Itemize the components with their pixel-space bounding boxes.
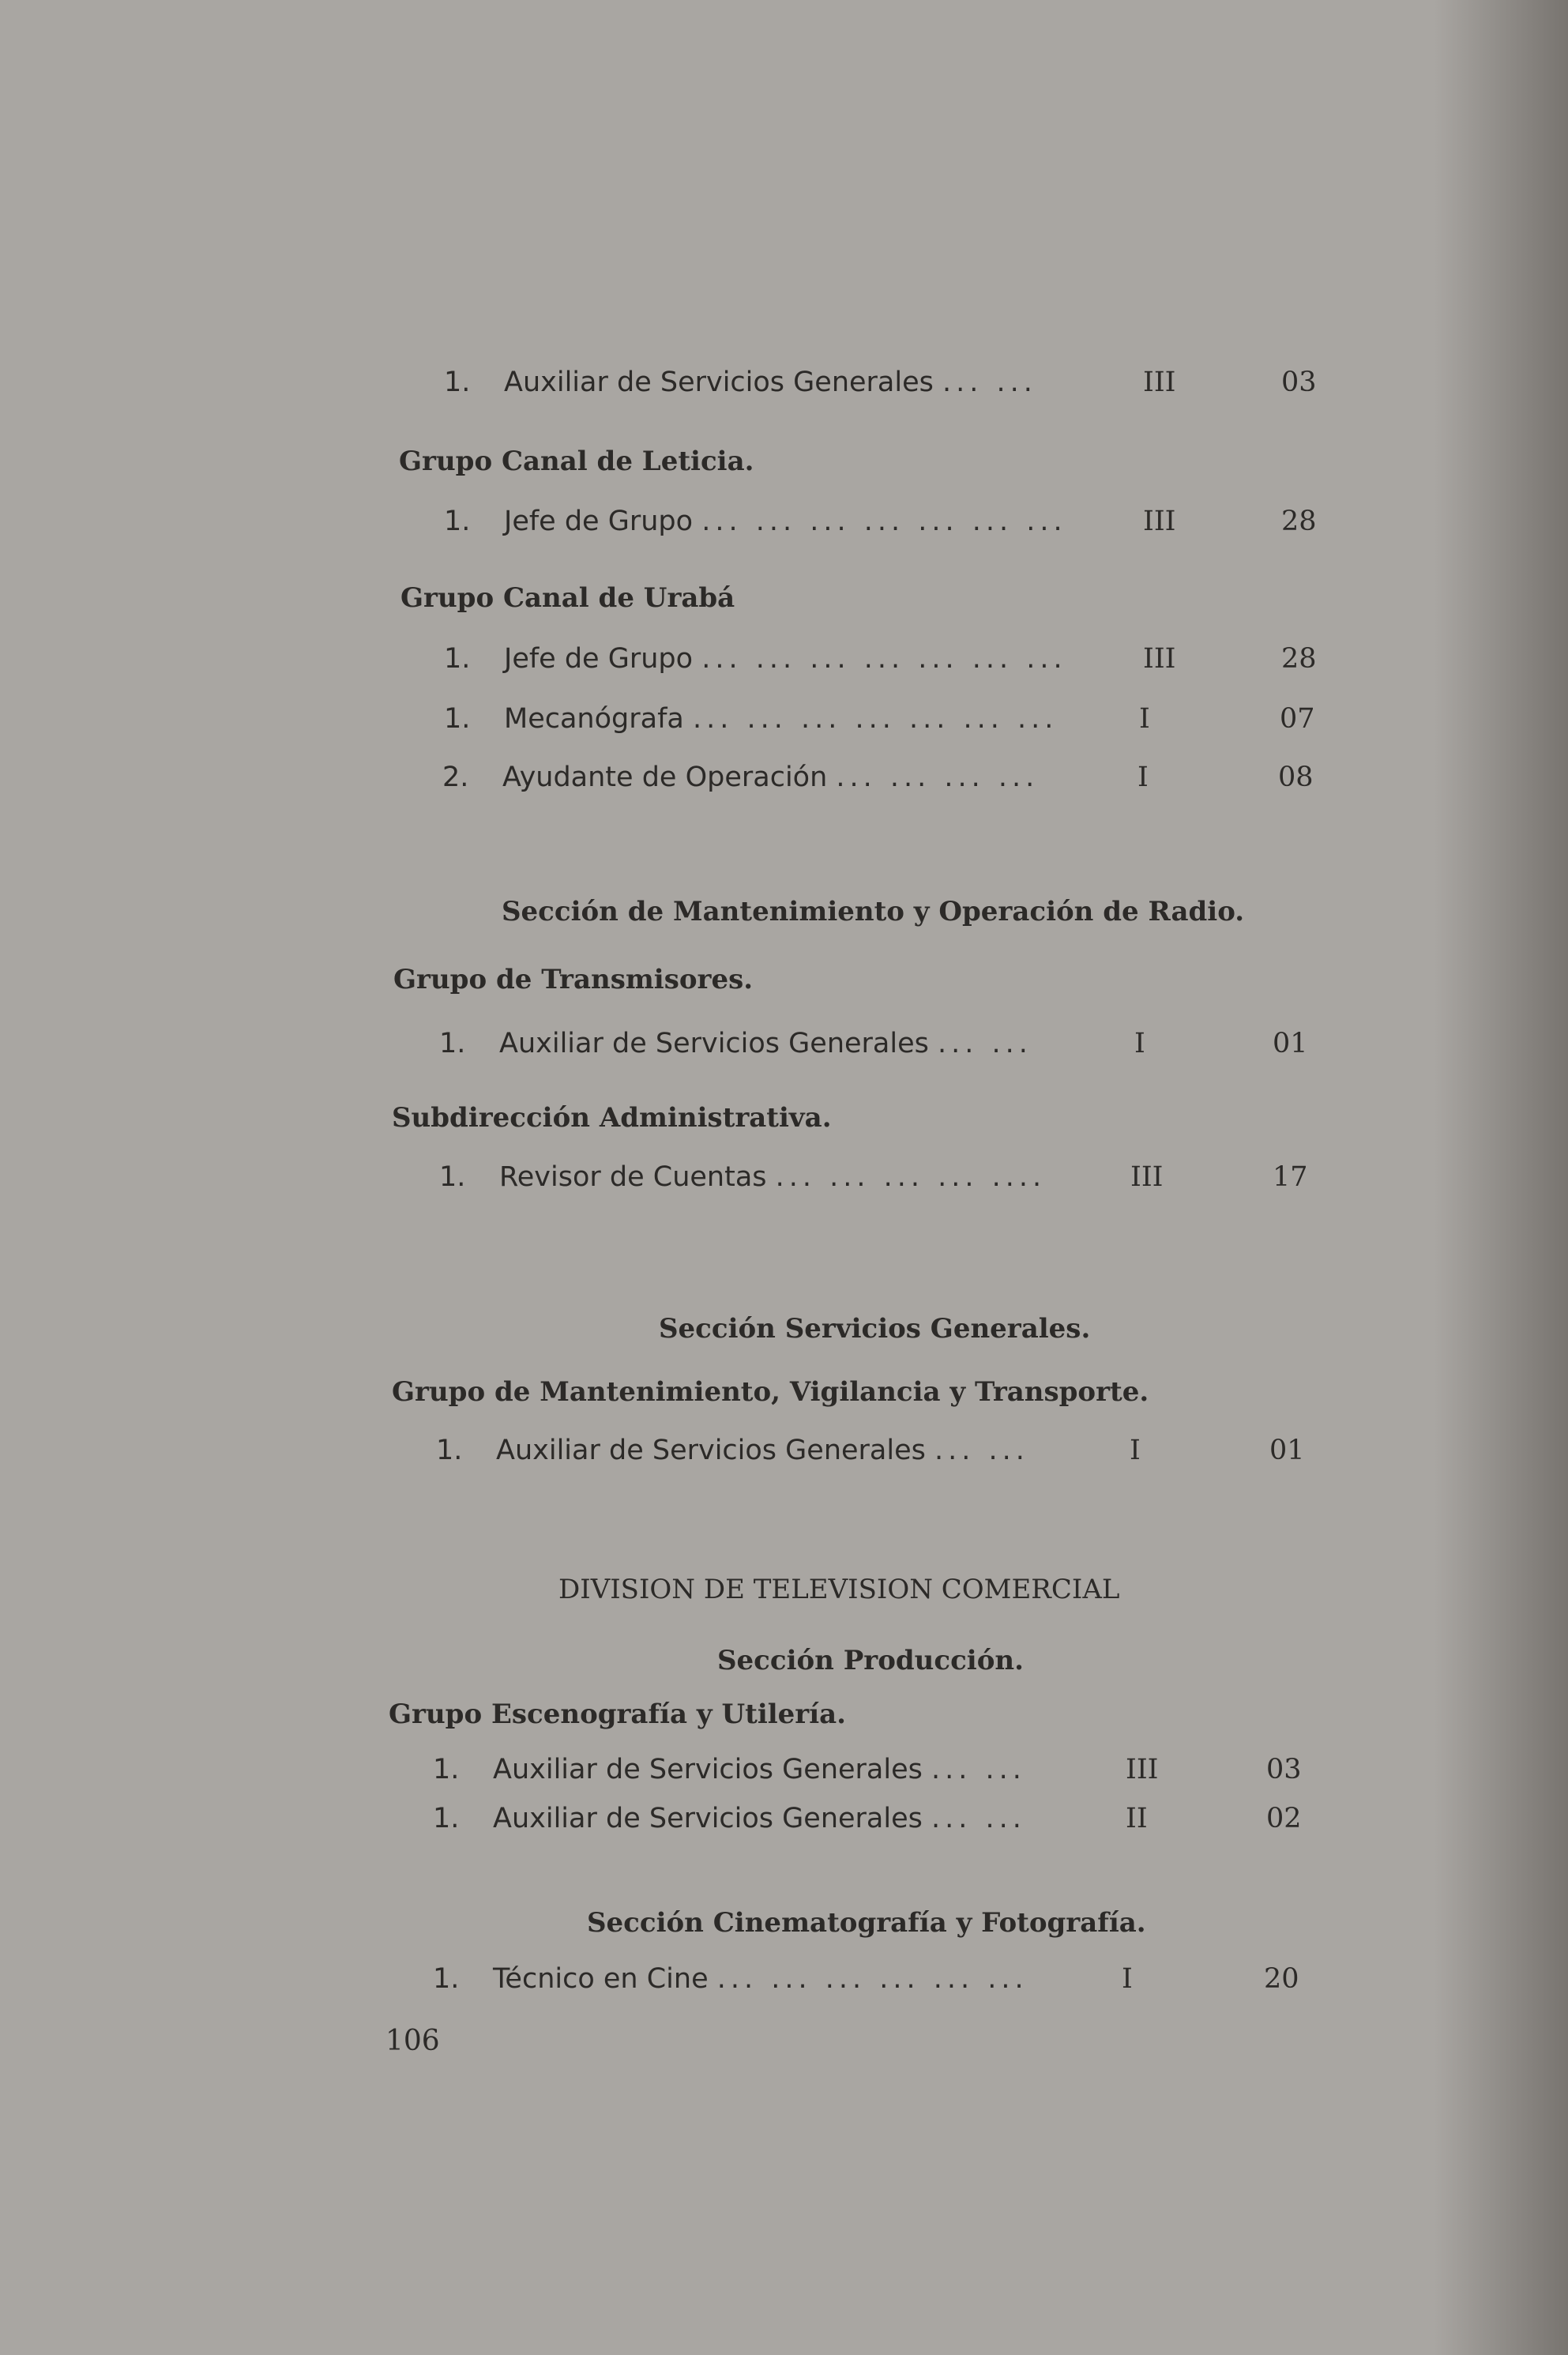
table-row xyxy=(439,1160,1324,1194)
item-count: 1. xyxy=(433,1963,460,1995)
item-category: I xyxy=(1137,762,1149,793)
section-heading: Sección Cinematografía y Fotografía. xyxy=(587,1907,1146,1939)
table-row xyxy=(444,504,1329,539)
item-count: 1. xyxy=(444,703,471,735)
item-description: Auxiliar de Servicios Generales ... ... xyxy=(493,1754,1026,1785)
item-category: III xyxy=(1143,643,1176,675)
group-heading: Grupo de Transmisores. xyxy=(393,964,754,995)
item-count: 1. xyxy=(433,1803,460,1834)
page-number: 106 xyxy=(385,2025,440,2057)
item-code: 07 xyxy=(1280,703,1315,735)
section-heading: Sección de Mantenimiento y Operación de Radio. xyxy=(502,896,1245,927)
item-code: 28 xyxy=(1281,643,1317,675)
table-row xyxy=(439,1026,1324,1061)
item-count: 2. xyxy=(442,762,469,793)
division-heading: DIVISION DE TELEVISION COMERCIAL xyxy=(558,1574,1120,1605)
table-row xyxy=(442,760,1327,795)
item-category: I xyxy=(1122,1963,1133,1995)
item-description: Auxiliar de Servicios Generales ... ... xyxy=(504,367,1037,398)
item-code: 02 xyxy=(1266,1803,1302,1834)
item-count: 1. xyxy=(436,1435,463,1466)
section-heading: Sección Servicios Generales. xyxy=(659,1313,1091,1345)
section-heading: Sección Producción. xyxy=(717,1645,1024,1676)
group-heading: Subdirección Administrativa. xyxy=(392,1102,832,1134)
item-description: Auxiliar de Servicios Generales ... ... xyxy=(496,1435,1029,1466)
item-code: 17 xyxy=(1273,1161,1308,1193)
group-heading: Grupo Canal de Urabá xyxy=(400,582,735,614)
item-code: 01 xyxy=(1273,1028,1308,1059)
item-count: 1. xyxy=(439,1161,466,1193)
item-count: 1. xyxy=(444,506,471,537)
item-description: Mecanógrafa ... ... ... ... ... ... ... xyxy=(504,703,1058,735)
item-category: III xyxy=(1130,1161,1164,1193)
item-description: Ayudante de Operación ... ... ... ... xyxy=(502,762,1040,793)
item-category: II xyxy=(1126,1803,1148,1834)
item-count: 1. xyxy=(439,1028,466,1059)
item-description: Auxiliar de Servicios Generales ... ... xyxy=(499,1028,1032,1059)
item-description: Jefe de Grupo ... ... ... ... ... ... ... xyxy=(504,643,1067,675)
item-category: I xyxy=(1130,1435,1141,1466)
table-row xyxy=(436,1433,1321,1468)
group-heading: Grupo de Mantenimiento, Vigilancia y Transporte. xyxy=(392,1376,1149,1408)
item-description: Revisor de Cuentas ... ... ... ... .... xyxy=(499,1161,1047,1193)
item-count: 1. xyxy=(444,643,471,675)
item-category: I xyxy=(1139,703,1150,735)
item-code: 03 xyxy=(1266,1754,1302,1785)
table-row xyxy=(444,365,1329,400)
item-category: I xyxy=(1134,1028,1145,1059)
item-code: 08 xyxy=(1278,762,1314,793)
table-row xyxy=(433,1801,1318,1836)
item-category: III xyxy=(1126,1754,1159,1785)
item-description: Técnico en Cine ... ... ... ... ... ... xyxy=(493,1963,1028,1995)
table-row xyxy=(433,1962,1318,1996)
item-code: 28 xyxy=(1281,506,1317,537)
item-description: Auxiliar de Servicios Generales ... ... xyxy=(493,1803,1026,1834)
item-category: III xyxy=(1143,506,1176,537)
item-code: 20 xyxy=(1264,1963,1299,1995)
item-code: 03 xyxy=(1281,367,1317,398)
table-row xyxy=(433,1752,1318,1787)
table-row xyxy=(444,641,1329,676)
group-heading: Grupo Canal de Leticia. xyxy=(399,446,754,477)
group-heading: Grupo Escenografía y Utilería. xyxy=(389,1699,846,1730)
item-count: 1. xyxy=(444,367,471,398)
item-description: Jefe de Grupo ... ... ... ... ... ... ... xyxy=(504,506,1067,537)
item-code: 01 xyxy=(1269,1435,1305,1466)
item-count: 1. xyxy=(433,1754,460,1785)
item-category: III xyxy=(1143,367,1176,398)
table-row xyxy=(444,702,1329,736)
